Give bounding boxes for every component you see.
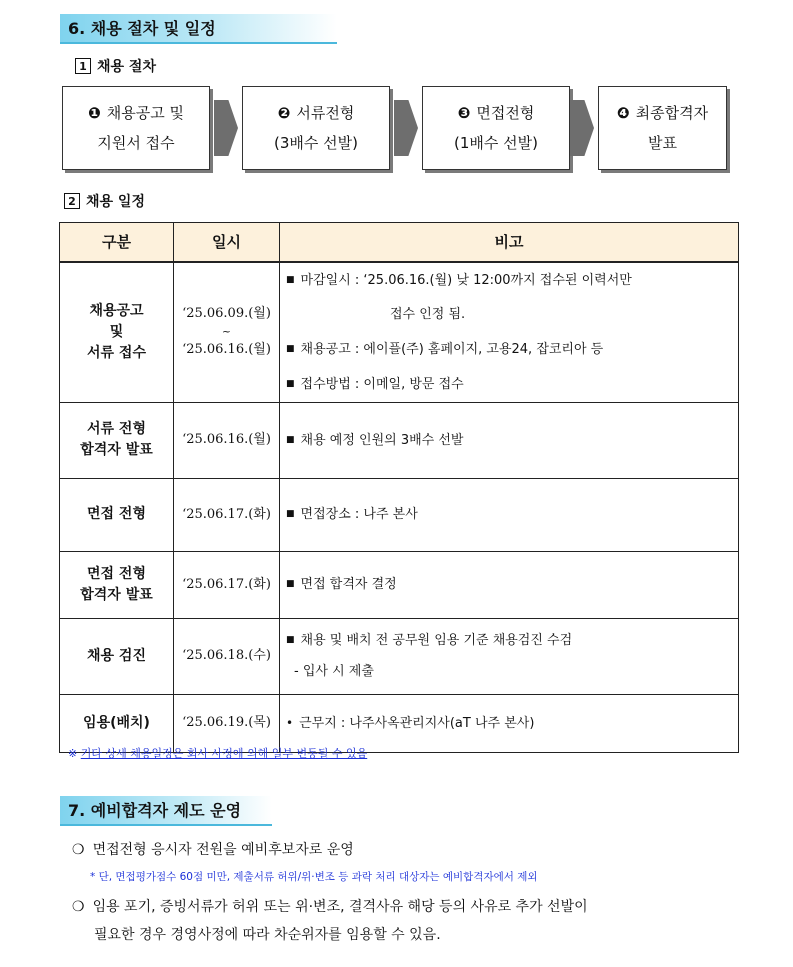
header-category: 구분 [60, 223, 174, 262]
step-4-number: ❹ [616, 104, 630, 122]
row-remarks: ■ 면접 합격자 결정 [280, 551, 739, 618]
row-date: ‘25.06.18.(수) [174, 618, 280, 694]
row-remarks: ■ 마감일시 : ‘25.06.16.(월) 낮 12:00까지 접수된 이력서만 접수 인정 됨. ■ 채용공고 : 에이플(주) 홈페이지, 고용24, 잡코리아 등 ■ 접수방법 : 이메일, 방문 접수 [280, 262, 739, 403]
square-bullet-icon: ■ [286, 274, 295, 285]
row-category: 면접 전형 합격자 발표 [60, 551, 174, 618]
arrow-right-icon [214, 100, 238, 156]
row-category: 임용(배치) [60, 694, 174, 752]
table-row [60, 262, 739, 403]
row-date: ‘25.06.17.(화) [174, 551, 280, 618]
header-date: 일시 [174, 223, 280, 262]
step-4-box [598, 86, 727, 170]
box-number-1: 1 [75, 58, 91, 74]
step-1-line2: 지원서 접수 [97, 134, 175, 152]
step-1-box [62, 86, 210, 170]
step-2-line2: (3배수 선발) [274, 134, 358, 152]
dot-bullet-icon: • [286, 715, 294, 730]
step-2-number: ❷ [277, 104, 291, 122]
square-bullet-icon: ■ [286, 579, 295, 589]
table-row [60, 551, 739, 618]
step-1-line1: ❶ 채용공고 및 [88, 104, 184, 122]
step-4-line2: 발표 [648, 134, 677, 152]
reference-mark: ※ [68, 747, 78, 760]
row-date: ‘25.06.09.(월) ~ ‘25.06.16.(월) [174, 262, 280, 403]
subsection-process-label: 채용 절차 [97, 59, 156, 75]
step-2-line1: ❷ 서류전형 [277, 104, 355, 122]
schedule-table [59, 222, 739, 753]
row-remarks: ■ 면접장소 : 나주 본사 [280, 478, 739, 551]
step-1-number: ❶ [88, 104, 101, 122]
step-3-number: ❸ [457, 104, 471, 122]
row-category: 채용 검진 [60, 618, 174, 694]
row-remarks: • 근무지 : 나주사옥관리지사(aT 나주 본사) [280, 694, 739, 752]
circle-bullet-icon: ❍ [72, 899, 85, 915]
arrow-right-icon [570, 100, 594, 156]
section-6-title: 6. 채용 절차 및 일정 [60, 14, 337, 44]
step-3-line1: ❸ 면접전형 [457, 104, 535, 122]
step-3-line2: (1배수 선발) [454, 134, 538, 152]
schedule-footnote [68, 745, 367, 761]
square-bullet-icon: ■ [286, 343, 295, 354]
row-remarks: ■ 채용 예정 인원의 3배수 선발 [280, 402, 739, 478]
row-remarks: ■ 채용 및 배치 전 공무원 임용 기준 채용검진 수검 - 입사 시 제출 [280, 618, 739, 694]
row-category: 채용공고 및 서류 접수 [60, 262, 174, 403]
table-row [60, 694, 739, 752]
table-row [60, 402, 739, 478]
arrow-right-icon [394, 100, 418, 156]
row-category: 서류 전형 합격자 발표 [60, 402, 174, 478]
box-number-2: 2 [64, 193, 80, 209]
table-row [60, 478, 739, 551]
square-bullet-icon: ■ [286, 635, 295, 645]
row-category: 면접 전형 [60, 478, 174, 551]
step-3-box [422, 86, 570, 170]
process-flow [62, 86, 730, 172]
subsection-schedule-title [64, 191, 145, 211]
subsection-schedule-label: 채용 일정 [86, 194, 145, 210]
footnote-text: 기타 상세 채용일정은 회사 사정에 의해 일부 변동될 수 있음 [80, 747, 368, 760]
table-header-row [60, 223, 739, 262]
section-7-title: 7. 예비합격자 제도 운영 [60, 796, 272, 826]
header-remarks: 비고 [280, 223, 739, 262]
reserve-bullet-2: ❍ 임용 포기, 증빙서류가 허위 또는 위·변조, 결격사유 해당 등의 사유로 추가 선발이 필요한 경우 경영사정에 따라 차순위자를 임용할 수 있음. [72, 899, 588, 943]
step-4-line1: ❹ 최종합격자 [616, 104, 709, 122]
reserve-bullet-1: ❍ 면접전형 응시자 전원을 예비후보자로 운영 [72, 842, 354, 858]
subsection-process-title [75, 56, 156, 76]
step-2-box [242, 86, 390, 170]
row-date: ‘25.06.17.(화) [174, 478, 280, 551]
row-date: ‘25.06.19.(목) [174, 694, 280, 752]
reserve-exclusion-note: * 단, 면접평가점수 60점 미만, 제출서류 허위/위·변조 등 과락 처리 대상자는 예비합격자에서 제외 [90, 871, 538, 883]
circle-bullet-icon: ❍ [72, 842, 85, 858]
square-bullet-icon: ■ [286, 378, 295, 389]
square-bullet-icon: ■ [286, 509, 295, 519]
row-date: ‘25.06.16.(월) [174, 402, 280, 478]
square-bullet-icon: ■ [286, 434, 295, 445]
table-row [60, 618, 739, 694]
